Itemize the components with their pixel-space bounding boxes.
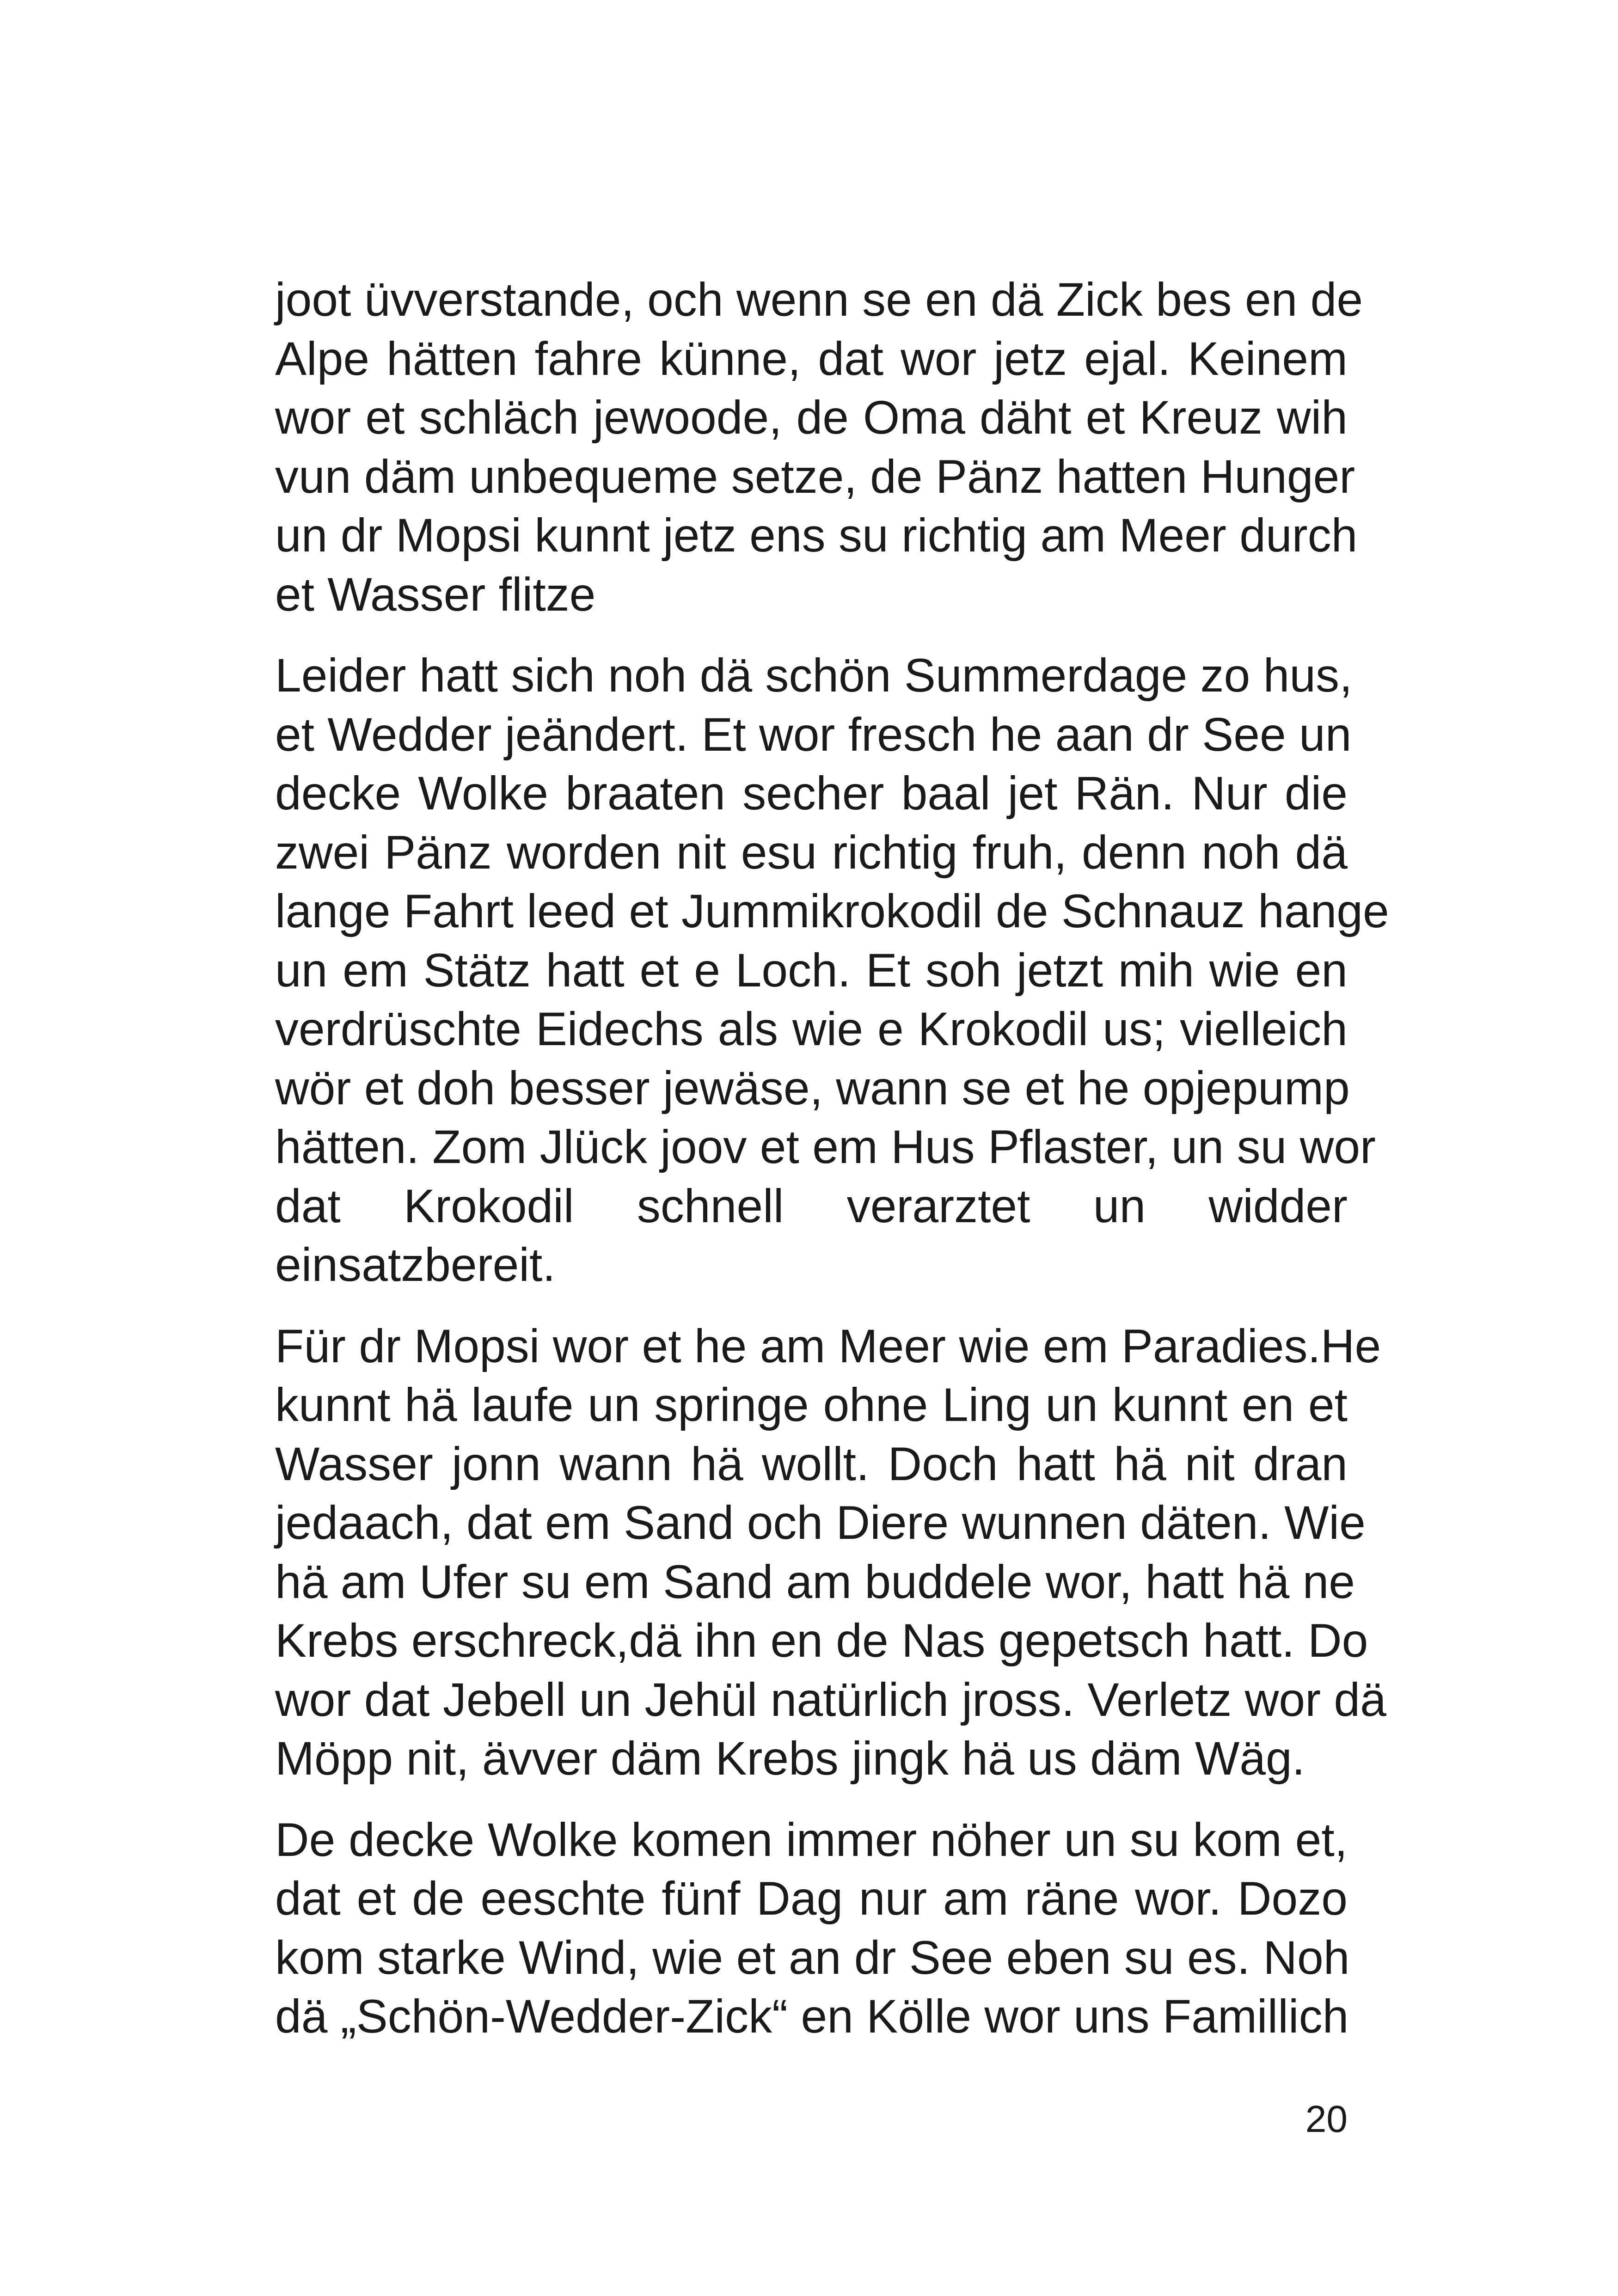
text-line: einsatzbereit. — [275, 1238, 556, 1291]
text-line: joot üvverstande, och wenn se en dä Zick bes en de — [275, 273, 1363, 326]
text-line: vun däm unbequeme setze, de Pänz hatten Hunger — [275, 450, 1355, 503]
text-line: jedaach, dat em Sand och Diere wunnen däten. Wie — [275, 1496, 1366, 1549]
paragraph-4 — [275, 1811, 1348, 2046]
text-line: dat et de eeschte fünf Dag nur am räne wor. Dozo — [275, 1872, 1348, 1925]
text-line: Für dr Mopsi wor et he am Meer wie em Paradies.He — [275, 1319, 1381, 1372]
text-line: kom starke Wind, wie et an dr See eben su es. Noh — [275, 1931, 1350, 1984]
text-line: Wasser jonn wann hä wollt. Doch hatt hä nit dran — [275, 1437, 1348, 1490]
text-line: wor dat Jebell un Jehül natürlich jross. Verletz wor dä — [275, 1673, 1386, 1726]
text-line: verdrüschte Eidechs als wie e Krokodil us; vielleich — [275, 1003, 1348, 1055]
text-line: hätten. Zom Jlück joov et em Hus Pflaster, un su wor — [275, 1120, 1376, 1173]
text-line: De decke Wolke komen immer nöher un su kom et, — [275, 1813, 1348, 1866]
text-line: dat Krokodil schnell verarztet un widder — [275, 1179, 1348, 1232]
paragraph-2 — [275, 646, 1389, 1295]
paragraph-1 — [275, 270, 1363, 624]
text-line: et Wedder jeändert. Et wor fresch he aan dr See un — [275, 708, 1352, 761]
text-line: zwei Pänz worden nit esu richtig fruh, denn noh dä — [275, 826, 1348, 879]
text-line: wör et doh besser jewäse, wann se et he opjepump — [275, 1061, 1350, 1114]
text-line: Leider hatt sich noh dä schön Summerdage zo hus, — [275, 649, 1353, 702]
text-line: kunnt hä laufe un springe ohne Ling un kunnt en et — [275, 1378, 1348, 1431]
paragraph-3 — [275, 1317, 1386, 1788]
body-text — [275, 270, 1389, 2069]
page-number: 20 — [1305, 2098, 1348, 2140]
text-line: lange Fahrt leed et Jummikrokodil de Schnauz hange — [275, 885, 1389, 937]
text-line: et Wasser flitze — [275, 568, 596, 621]
text-line: wor et schläch jewoode, de Oma däht et Kreuz wih — [275, 391, 1348, 444]
text-line: dä „Schön-Wedder-Zick“ en Kölle wor uns Famillich — [275, 1990, 1349, 2043]
text-line: Alpe hätten fahre künne, dat wor jetz ejal. Keinem — [275, 332, 1348, 385]
text-line: Krebs erschreck,dä ihn en de Nas gepetsch hatt. Do — [275, 1614, 1368, 1667]
text-line: un dr Mopsi kunnt jetz ens su richtig am Meer durch — [275, 509, 1358, 562]
text-line: hä am Ufer su em Sand am buddele wor, hatt hä ne — [275, 1555, 1355, 1608]
text-line: decke Wolke braaten secher baal jet Rän. Nur die — [275, 767, 1348, 820]
text-line: Möpp nit, ävver däm Krebs jingk hä us däm Wäg. — [275, 1732, 1305, 1785]
text-line: un em Stätz hatt et e Loch. Et soh jetzt mih wie en — [275, 943, 1348, 997]
